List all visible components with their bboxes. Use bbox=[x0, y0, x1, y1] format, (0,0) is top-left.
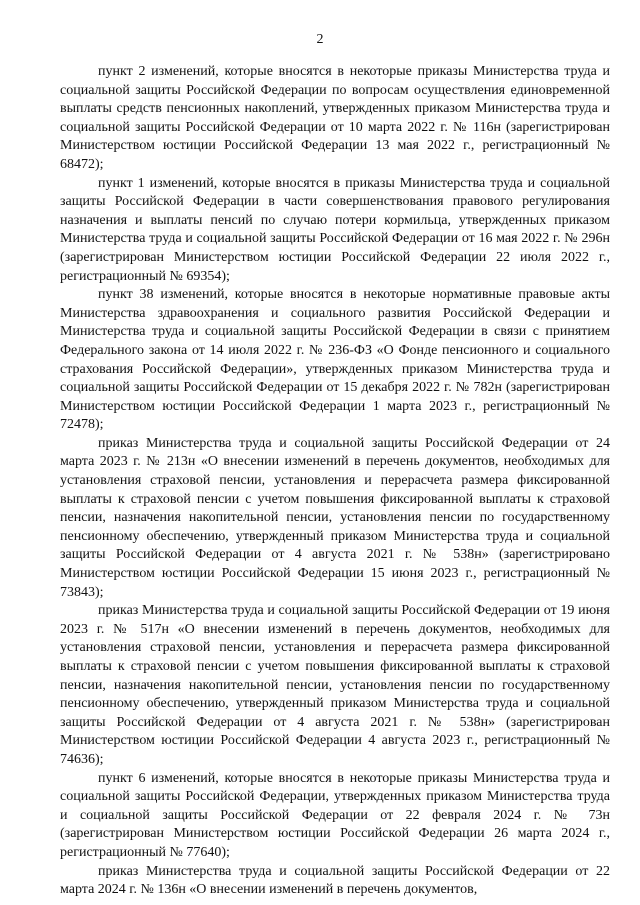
paragraph-item-3: пункт 38 изменений, которые вносятся в некоторые нормативные правовые акты Министерства здравоохранения и социального развития Российской Федерации и Министерства труда и социальной защиты Российской Федерации в связи с принятием Федерального закона от 14 июля 2022 г. № 236-ФЗ «О Фонде пенсионного и социального страхования Российской Федерации», утвержденных приказом Министерства труда и социальной защиты Российской Федерации от 15 декабря 2022 г. № 782н (зарегистрирован Министерством юстиции Российской Федерации 1 марта 2023 г., регистрационный № 72478); bbox=[60, 287, 610, 433]
paragraph-item-2: пункт 1 изменений, которые вносятся в приказы Министерства труда и социальной защиты Российской Федерации в части совершенствования правового регулирования назначения и выплаты пенсий по случаю потери кормильца, утвержденных приказом Министерства труда и социальной защиты Российской Федерации от 16 мая 2022 г. № 296н (зарегистрирован Министерством юстиции Российской Федерации 22 июля 2022 г., регистрационный № 69354); bbox=[60, 175, 610, 284]
paragraph-item-4: приказ Министерства труда и социальной защиты Российской Федерации от 24 марта 2023 г. № 213н «О внесении изменений в перечень документов, необходимых для установления страховой пенсии, установления и перерасчета размера фиксированной выплаты к страховой пенсии с учетом повышения фиксированной выплаты к страховой пенсии, назначения накопительной пенсии, установления пенсии по государственному пенсионному обеспечению, утвержденный приказом Министерства труда и социальной защиты Российской Федерации от 4 августа 2021 г. № 538н» (зарегистрировано Министерством юстиции Российской Федерации 15 июня 2023 г., регистрационный № 73843); bbox=[60, 435, 610, 600]
paragraph-item-6: пункт 6 изменений, которые вносятся в некоторые приказы Министерства труда и социальной защиты Российской Федерации, утвержденных приказом Министерства труда и социальной защиты Российской Федерации от 22 февраля 2024 г. № 73н (зарегистрирован Министерством юстиции Российской Федерации 26 марта 2024 г., регистрационный № 77640); bbox=[60, 770, 610, 860]
document-body bbox=[60, 63, 610, 900]
paragraph-item-7: приказ Министерства труда и социальной защиты Российской Федерации от 22 марта 2024 г. № 136н «О внесении изменений в перечень документов, bbox=[60, 863, 610, 898]
paragraph-item-5: приказ Министерства труда и социальной защиты Российской Федерации от 19 июня 2023 г. № 517н «О внесении изменений в перечень документов, необходимых для установления страховой пенсии, установления и перерасчета размера фиксированной выплаты к страховой пенсии с учетом повышения фиксированной выплаты к страховой пенсии, назначения накопительной пенсии, установления пенсии по государственному пенсионному обеспечению, утвержденный приказом Министерства труда и социальной защиты Российской Федерации от 4 августа 2021 г. № 538н» (зарегистрирован Министерством юстиции Российской Федерации 4 августа 2023 г., регистрационный № 74636); bbox=[60, 603, 610, 767]
paragraph-item-1: пункт 2 изменений, которые вносятся в некоторые приказы Министерства труда и социальной защиты Российской Федерации по вопросам осуществления единовременной выплаты средств пенсионных накоплений, утвержденных приказом Министерства труда и социальной защиты Российской Федерации от 10 марта 2022 г. № 116н (зарегистрирован Министерством юстиции Российской Федерации 13 мая 2022 г., регистрационный № 68472); bbox=[60, 64, 610, 172]
page-number: 2 bbox=[316, 32, 324, 47]
